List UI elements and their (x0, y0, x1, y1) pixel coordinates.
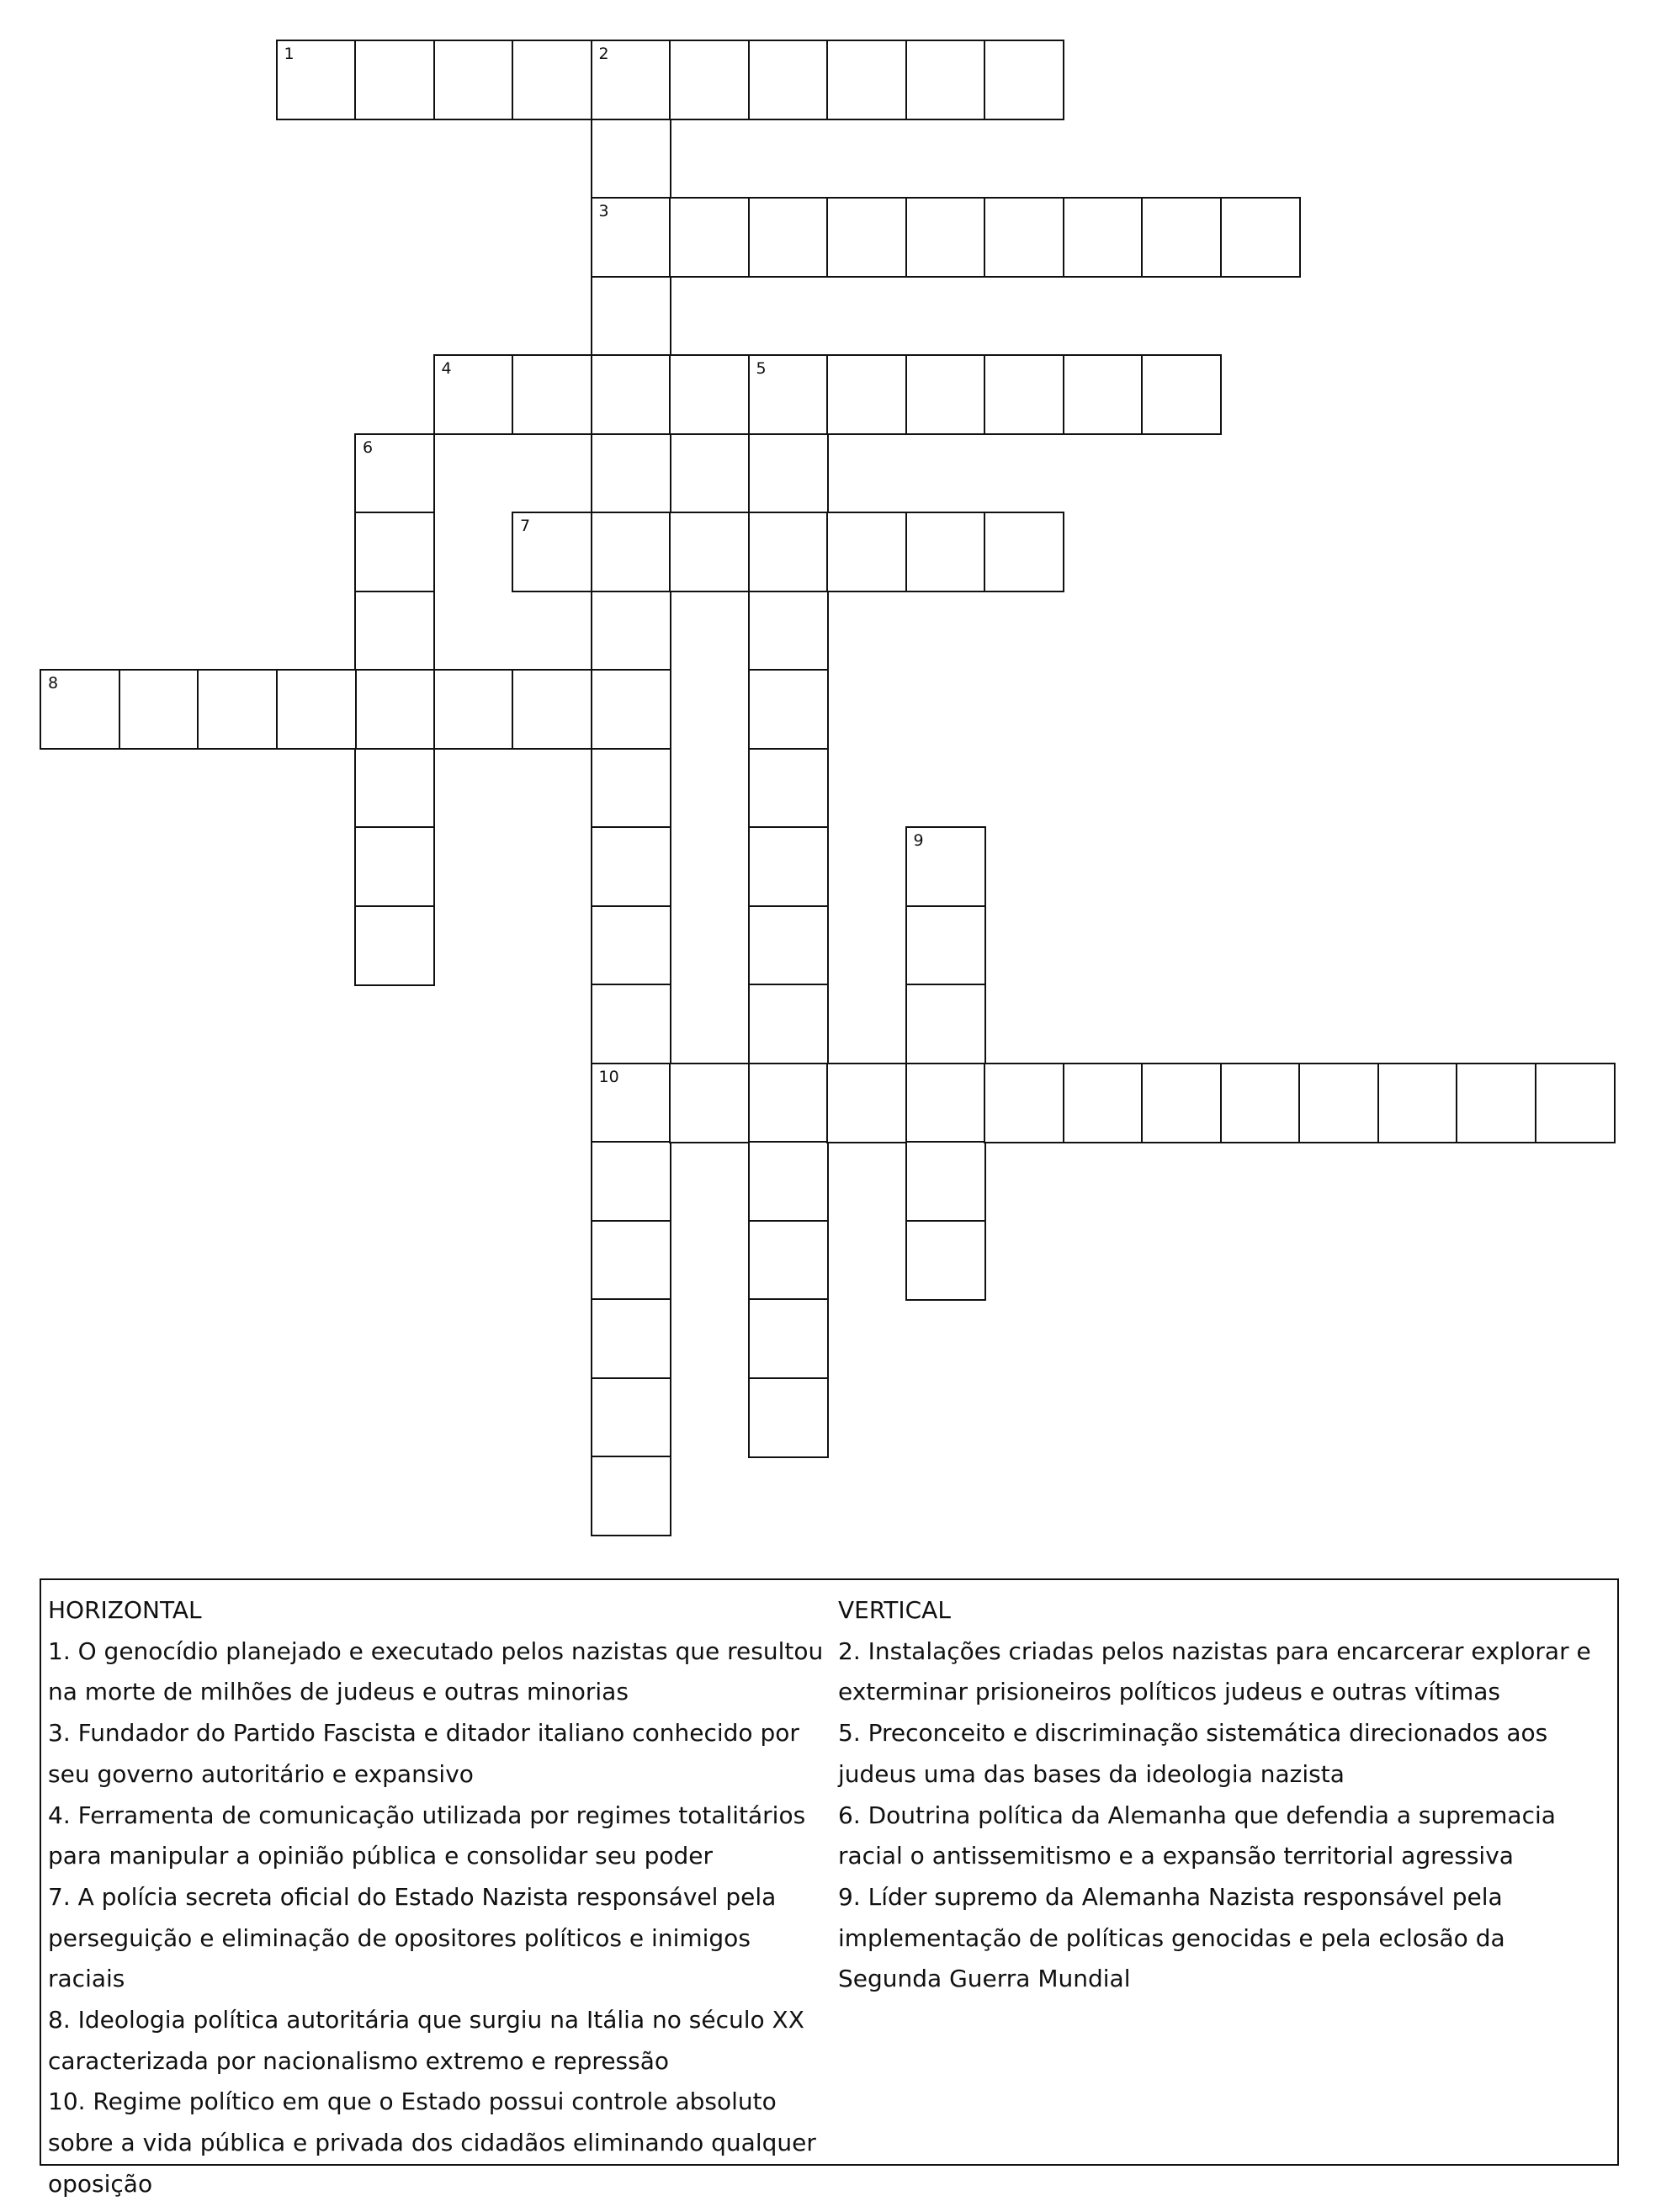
grid-cell[interactable] (748, 748, 829, 829)
grid-cell[interactable] (591, 354, 671, 435)
grid-cell[interactable] (354, 748, 435, 829)
grid-cell[interactable] (354, 591, 435, 671)
grid-cell[interactable] (905, 197, 986, 278)
grid-cell[interactable] (591, 40, 671, 120)
grid-cell[interactable] (826, 40, 907, 120)
grid-cell[interactable] (748, 826, 829, 907)
grid-cell[interactable] (591, 748, 671, 829)
vertical-clues (838, 1590, 1612, 2000)
grid-cell[interactable] (748, 1063, 829, 1143)
grid-cell[interactable] (276, 40, 357, 120)
clue-horizontal-4: 4. Ferramenta de comunicação utilizada por regimes totalitários para manipular a opinião pública e consolidar seu poder (48, 1801, 806, 1870)
grid-cell[interactable] (669, 197, 750, 278)
grid-cell[interactable] (748, 1220, 829, 1301)
grid-cell[interactable] (1141, 197, 1222, 278)
clue-vertical-9: 9. Líder supremo da Alemanha Nazista responsável pela implementação de políticas genocidas e pela eclosão da Segunda Guerra Mundial (838, 1882, 1505, 1993)
grid-cell[interactable] (669, 1063, 750, 1143)
grid-cell[interactable] (1535, 1063, 1616, 1143)
grid-cell[interactable] (905, 354, 986, 435)
grid-cell[interactable] (591, 669, 671, 750)
grid-cell[interactable] (1063, 1063, 1144, 1143)
clue-vertical-2: 2. Instalações criadas pelos nazistas para encarcerar explorar e exterminar prisioneiros políticos judeus e outras vítimas (838, 1636, 1591, 1706)
grid-cell[interactable] (433, 354, 514, 435)
grid-cell[interactable] (905, 40, 986, 120)
grid-cell[interactable] (748, 669, 829, 750)
clue-number: 5 (756, 359, 767, 378)
grid-cell[interactable] (905, 512, 986, 592)
grid-cell[interactable] (748, 1377, 829, 1458)
grid-cell[interactable] (354, 905, 435, 986)
grid-cell[interactable] (591, 1063, 671, 1143)
grid-cell[interactable] (40, 669, 120, 750)
grid-cell[interactable] (1220, 197, 1301, 278)
grid-cell[interactable] (984, 354, 1064, 435)
grid-cell[interactable] (905, 1220, 986, 1301)
grid-cell[interactable] (591, 1141, 671, 1222)
grid-cell[interactable] (119, 669, 199, 750)
clues-panel (40, 1578, 1619, 2198)
grid-cell[interactable] (905, 1063, 986, 1143)
grid-cell[interactable] (512, 354, 592, 435)
grid-cell[interactable] (905, 984, 986, 1064)
clue-number: 6 (363, 438, 374, 457)
grid-cell[interactable] (1141, 354, 1222, 435)
grid-cell[interactable] (748, 591, 829, 671)
grid-cell[interactable] (826, 512, 907, 592)
grid-cell[interactable] (591, 197, 671, 278)
grid-cell[interactable] (1063, 197, 1144, 278)
grid-cell[interactable] (826, 1063, 907, 1143)
clue-number: 3 (598, 202, 609, 220)
clue-horizontal-1: 1. O genocídio planejado e executado pelos nazistas que resultou na morte de milhões de judeus e outras minorias (48, 1636, 824, 1706)
grid-cell[interactable] (512, 512, 592, 592)
grid-cell[interactable] (826, 354, 907, 435)
grid-cell[interactable] (276, 669, 357, 750)
grid-cell[interactable] (669, 354, 750, 435)
clue-horizontal-3: 3. Fundador do Partido Fascista e ditador italiano conhecido por seu governo autoritário e expansivo (48, 1719, 799, 1788)
clue-horizontal-10: 10. Regime político em que o Estado possui controle absoluto sobre a vida pública e privada dos cidadãos eliminando qualquer oposição (48, 2087, 816, 2198)
grid-cell[interactable] (591, 1377, 671, 1458)
grid-cell[interactable] (669, 40, 750, 120)
grid-cell[interactable] (354, 512, 435, 592)
clue-number: 8 (48, 674, 59, 692)
clue-number: 10 (598, 1067, 619, 1086)
clue-horizontal-8: 8. Ideologia política autoritária que surgiu na Itália no século XX caracterizada por nacionalismo extremo e repressão (48, 2006, 804, 2075)
grid-cell[interactable] (748, 1141, 829, 1222)
grid-cell[interactable] (433, 40, 514, 120)
grid-cell[interactable] (197, 669, 278, 750)
horizontal-heading: HORIZONTAL (48, 1596, 202, 1624)
clue-number: 9 (913, 831, 924, 850)
vertical-heading: VERTICAL (838, 1596, 951, 1624)
clue-number: 7 (520, 517, 531, 535)
grid-cell[interactable] (748, 984, 829, 1064)
grid-cell[interactable] (591, 1298, 671, 1379)
grid-cell[interactable] (512, 40, 592, 120)
clue-horizontal-7: 7. A polícia secreta oficial do Estado Nazista responsável pela perseguição e eliminação de opositores políticos e inimigos raciais (48, 1882, 777, 1993)
grid-cell[interactable] (591, 905, 671, 986)
grid-cell[interactable] (591, 826, 671, 907)
grid-cell[interactable] (748, 905, 829, 986)
grid-cell[interactable] (1377, 1063, 1458, 1143)
grid-cell[interactable] (748, 512, 829, 592)
grid-cell[interactable] (354, 40, 435, 120)
grid-cell[interactable] (1063, 354, 1144, 435)
grid-cell[interactable] (354, 433, 435, 514)
grid-cell[interactable] (984, 197, 1064, 278)
grid-cell[interactable] (591, 1220, 671, 1301)
grid-cell[interactable] (591, 1456, 671, 1536)
grid-cell[interactable] (354, 669, 435, 750)
grid-cell[interactable] (748, 354, 829, 435)
grid-cell[interactable] (748, 197, 829, 278)
grid-cell[interactable] (433, 669, 514, 750)
grid-cell[interactable] (984, 512, 1064, 592)
grid-cell[interactable] (748, 1298, 829, 1379)
grid-cell[interactable] (984, 1063, 1064, 1143)
grid-cell[interactable] (905, 905, 986, 986)
grid-cell[interactable] (669, 512, 750, 592)
grid-cell[interactable] (984, 40, 1064, 120)
clue-vertical-5: 5. Preconceito e discriminação sistemática direcionados aos judeus uma das bases da ideologia nazista (838, 1719, 1548, 1788)
grid-cell[interactable] (1298, 1063, 1379, 1143)
grid-cell[interactable] (905, 1141, 986, 1222)
grid-cell[interactable] (591, 119, 671, 199)
clue-vertical-6: 6. Doutrina política da Alemanha que defendia a supremacia racial o antissemitismo e a expansão territorial agressiva (838, 1801, 1556, 1870)
grid-cell[interactable] (591, 512, 671, 592)
grid-cell[interactable] (512, 669, 592, 750)
grid-cell[interactable] (591, 433, 671, 514)
grid-cell[interactable] (1220, 1063, 1301, 1143)
grid-cell[interactable] (905, 826, 986, 907)
clue-number: 4 (441, 359, 452, 378)
grid-cell[interactable] (826, 197, 907, 278)
clue-number: 1 (284, 45, 295, 63)
grid-cell[interactable] (1456, 1063, 1536, 1143)
grid-cell[interactable] (748, 40, 829, 120)
grid-cell[interactable] (591, 984, 671, 1064)
grid-cell[interactable] (591, 591, 671, 671)
grid-cell[interactable] (354, 826, 435, 907)
clue-number: 2 (598, 45, 609, 63)
grid-cell[interactable] (748, 433, 829, 514)
horizontal-clues (48, 1590, 830, 2205)
grid-cell[interactable] (591, 276, 671, 357)
grid-cell[interactable] (1141, 1063, 1222, 1143)
